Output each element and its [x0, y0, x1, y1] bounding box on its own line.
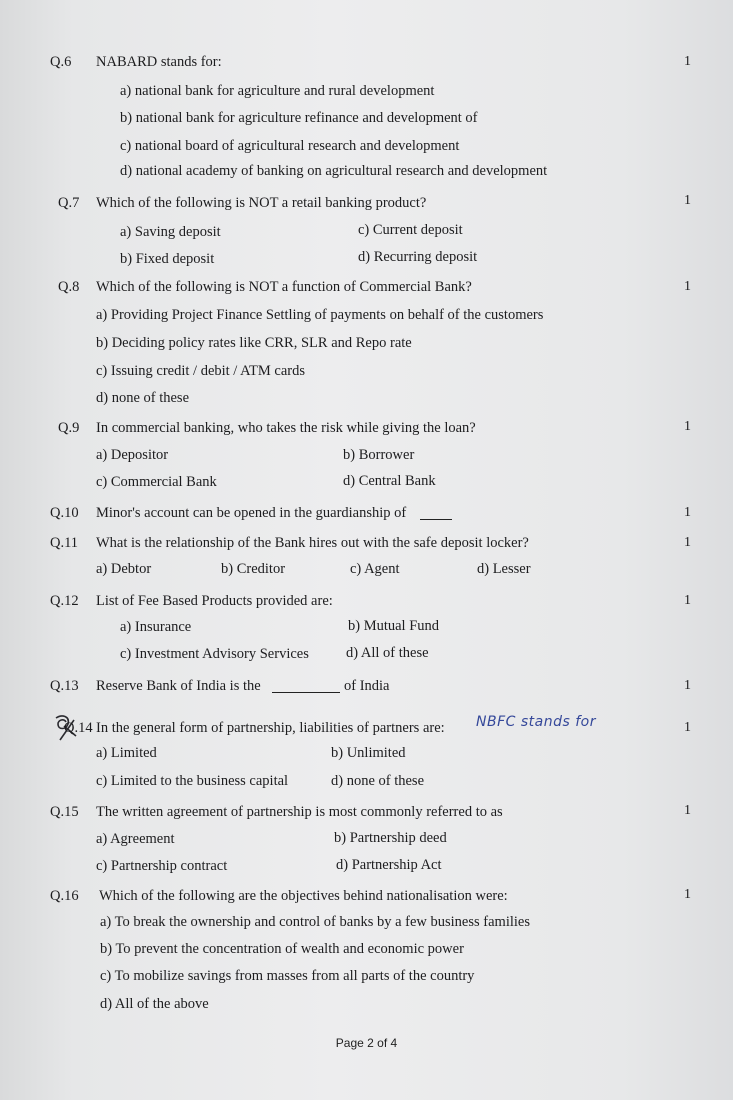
option: c) national board of agricultural research and development	[120, 138, 460, 154]
option: d) All of the above	[100, 996, 209, 1012]
marks: 1	[684, 593, 691, 608]
option: a) Agreement	[96, 831, 175, 847]
option: c) Investment Advisory Services	[120, 646, 309, 662]
question-text: The written agreement of partnership is most commonly referred to as	[96, 804, 503, 820]
option: b) Creditor	[221, 561, 286, 577]
option: a) national bank for agriculture and rural development	[120, 83, 435, 99]
question-text: Reserve Bank of India is the	[96, 678, 261, 694]
question-number: Q.6	[50, 54, 72, 70]
question-text: In the general form of partnership, liabilities of partners are:	[96, 720, 445, 736]
question-number: Q.10	[50, 505, 79, 521]
option: c) Limited to the business capital	[96, 773, 289, 789]
question-text: Which of the following is NOT a function of Commercial Bank?	[96, 279, 472, 295]
option: a) Depositor	[96, 447, 169, 463]
marks: 1	[684, 193, 691, 208]
option: d) Recurring deposit	[358, 249, 478, 265]
option: b) Borrower	[343, 447, 415, 463]
option: c) Agent	[350, 561, 400, 577]
option: c) To mobilize savings from masses from all parts of the country	[100, 968, 475, 984]
marks: 1	[684, 54, 691, 69]
question-text: NABARD stands for:	[96, 54, 222, 70]
answer-blank	[420, 507, 452, 520]
option: a) Providing Project Finance Settling of payments on behalf of the customers	[96, 307, 544, 323]
option: c) Commercial Bank	[96, 474, 217, 490]
marks: 1	[684, 505, 691, 520]
marks: 1	[684, 419, 691, 434]
option: b) Fixed deposit	[120, 251, 215, 267]
question-number: Q.8	[58, 279, 80, 295]
option: b) To prevent the concentration of wealth and economic power	[100, 941, 464, 957]
option: b) Partnership deed	[334, 830, 447, 846]
option: a) To break the ownership and control of banks by a few business families	[100, 914, 530, 930]
question-text: List of Fee Based Products provided are:	[96, 593, 333, 609]
question-number: Q.12	[50, 593, 79, 609]
option: a) Saving deposit	[120, 224, 221, 240]
option: d) Lesser	[477, 561, 531, 577]
question-number: Q.11	[50, 535, 79, 551]
page-number: Page 2 of 4	[335, 1036, 398, 1050]
option: b) national bank for agriculture refinance and development of	[120, 110, 478, 126]
option: d) All of these	[346, 645, 429, 661]
option: c) Partnership contract	[96, 858, 228, 874]
marks: 1	[684, 720, 691, 735]
answer-blank	[272, 680, 340, 693]
option: a) Insurance	[120, 619, 192, 635]
option: a) Limited	[96, 745, 157, 761]
question-text: Which of the following is NOT a retail banking product?	[96, 195, 427, 211]
option: d) Central Bank	[343, 473, 436, 489]
marks: 1	[684, 803, 691, 818]
option: d) none of these	[96, 390, 190, 406]
option: c) Issuing credit / debit / ATM cards	[96, 363, 305, 379]
question-text-suffix: of India	[344, 678, 390, 694]
question-number: Q.16	[50, 888, 79, 904]
option: d) none of these	[331, 773, 425, 789]
question-number: Q.13	[50, 678, 79, 694]
question-text: Which of the following are the objectives behind nationalisation were:	[99, 888, 508, 904]
handwritten-note: NBFC stands for	[476, 714, 596, 730]
marks: 1	[684, 678, 691, 693]
option: d) national academy of banking on agricultural research and development	[120, 163, 548, 179]
option: d) Partnership Act	[336, 857, 442, 873]
marks: 1	[684, 279, 691, 294]
question-text: In commercial banking, who takes the risk while giving the loan?	[96, 420, 476, 436]
marks: 1	[684, 535, 691, 550]
option: b) Deciding policy rates like CRR, SLR and Repo rate	[96, 335, 412, 351]
question-number: Q.15	[50, 804, 79, 820]
question-text: What is the relationship of the Bank hires out with the safe deposit locker?	[96, 535, 529, 551]
question-number: Q.9	[58, 420, 80, 436]
marks: 1	[684, 887, 691, 902]
question-number: Q.14	[64, 720, 93, 736]
option: b) Unlimited	[331, 745, 406, 761]
option: c) Current deposit	[358, 222, 463, 238]
question-number: Q.7	[58, 195, 80, 211]
option: b) Mutual Fund	[348, 618, 440, 634]
question-text: Minor's account can be opened in the guardianship of	[96, 505, 407, 521]
option: a) Debtor	[96, 561, 152, 577]
